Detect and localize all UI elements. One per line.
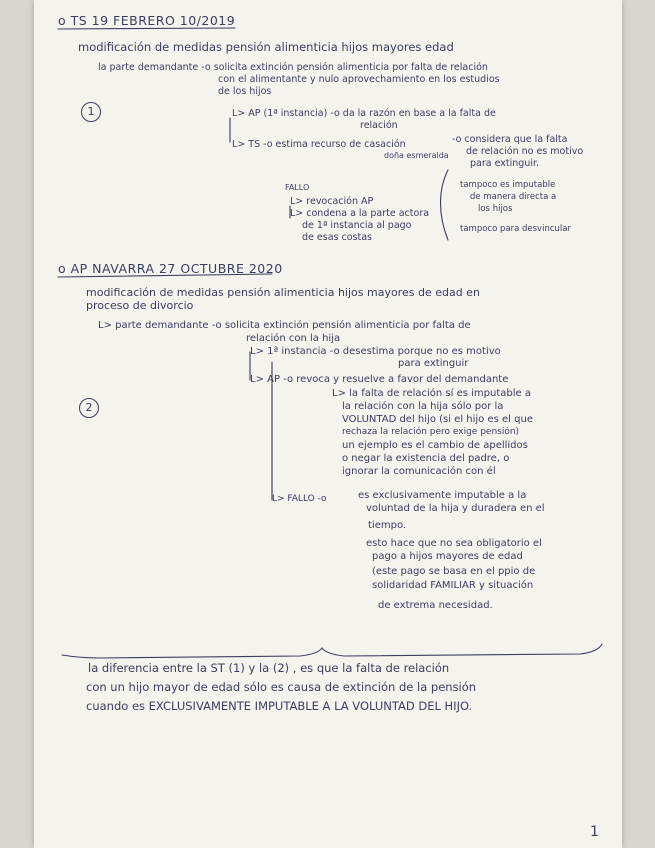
conclusion-line-1: la diferencia entre la ST (1) y la (2) , es que la falta de relación xyxy=(88,661,450,675)
conclusion-line-3: cuando es EXCLUSIVAMENTE IMPUTABLE A LA VOLUNTAD DEL HIJO. xyxy=(86,699,473,713)
section1-fallo-4: de esas costas xyxy=(302,232,372,243)
section1-fallo-2: L> condena a la parte actora xyxy=(290,208,430,219)
section2-demand-2: relación con la hija xyxy=(246,333,341,344)
section2-esto-2: pago a hijos mayores de edad xyxy=(372,551,523,562)
section1-ts: L> TS -o estima recurso de casación xyxy=(232,139,406,150)
section1-fallo-label: FALLO xyxy=(285,183,310,192)
section2-ap-detail-6: o negar la existencia del padre, o xyxy=(342,453,510,464)
section2-ap-detail-5: un ejemplo es el cambio de apellidos xyxy=(342,440,528,451)
section1-title: modificación de medidas pensión alimenticia hijos mayores edad xyxy=(78,40,454,54)
section1-ts-note: doña esmeralda xyxy=(384,151,449,160)
section2-fallo-2: voluntad de la hija y duradera en el xyxy=(366,503,545,514)
section1-demand-2: con el alimentante y nulo aprovechamiento en los estudios xyxy=(218,74,500,85)
conclusion-line-2: con un hijo mayor de edad sólo es causa de extinción de la pensión xyxy=(86,680,477,694)
section1-considera-1: -o considera que la falta xyxy=(452,134,568,145)
section2-fallo-3: tiempo. xyxy=(368,520,407,531)
section2-ap: L> AP -o revoca y resuelve a favor del demandante xyxy=(250,374,509,385)
section1-demand-3: de los hijos xyxy=(218,86,272,97)
section2-esto-1: esto hace que no sea obligatorio el xyxy=(366,538,542,549)
section2-fallo-1: es exclusivamente imputable a la xyxy=(358,490,527,501)
section2-ap-detail-2: la relación con la hija sólo por la xyxy=(342,401,504,412)
section2-esto-3: (este pago se basa en el ppio de xyxy=(372,566,536,577)
section2-ap-detail-3: VOLUNTAD del hijo (si el hijo es el que xyxy=(342,414,533,425)
page-number: 1 xyxy=(590,824,599,840)
section1-circle-number: 1 xyxy=(81,102,101,122)
section1-tampoco-3: los hijos xyxy=(478,204,513,214)
section2-ap-detail-1: L> la falta de relación sí es imputable a xyxy=(332,388,531,399)
section2-title-1: modificación de medidas pensión alimenticia hijos mayores de edad en xyxy=(86,286,480,299)
section1-header: o TS 19 FEBRERO 10/2019 xyxy=(58,13,236,28)
section1-fallo-3: de 1ª instancia al pago xyxy=(302,220,412,231)
section1-ap-1: L> AP (1ª instancia) -o da la razón en base a la falta de xyxy=(232,108,496,119)
section2-inst-1: L> 1ª instancia -o desestima porque no es motivo xyxy=(250,346,501,357)
section1-tampoco-2: de manera directa a xyxy=(470,192,557,202)
section1-demand-1: la parte demandante -o solicita extinción pensión alimenticia por falta de relación xyxy=(98,62,488,73)
section2-title-2: proceso de divorcio xyxy=(86,299,194,312)
section2-header: o AP NAVARRA 27 OCTUBRE 2020 xyxy=(58,261,283,276)
section1-considera-3: para extinguir. xyxy=(470,158,540,169)
section2-fallo-label: L> FALLO -o xyxy=(272,494,327,504)
section1-ap-2: relación xyxy=(360,120,398,131)
section2-ap-detail-7: ignorar la comunicación con él xyxy=(342,466,496,477)
section2-demand-1: L> parte demandante -o solicita extinción pensión alimenticia por falta de xyxy=(98,320,471,331)
section2-esto-5: de extrema necesidad. xyxy=(378,600,493,611)
section1-considera-2: de relación no es motivo xyxy=(466,146,584,157)
section2-ap-detail-4: rechaza la relación pero exige pensión) xyxy=(342,427,520,437)
notebook-page xyxy=(34,0,622,848)
section1-tampoco-1: tampoco es imputable xyxy=(460,180,556,190)
section2-inst-2: para extinguir xyxy=(398,358,469,369)
section2-circle-number: 2 xyxy=(79,398,99,418)
section1-tampoco-4: tampoco para desvincular xyxy=(460,224,571,234)
section2-esto-4: solidaridad FAMILIAR y situación xyxy=(372,580,534,591)
section1-fallo-1: L> revocación AP xyxy=(290,196,374,207)
